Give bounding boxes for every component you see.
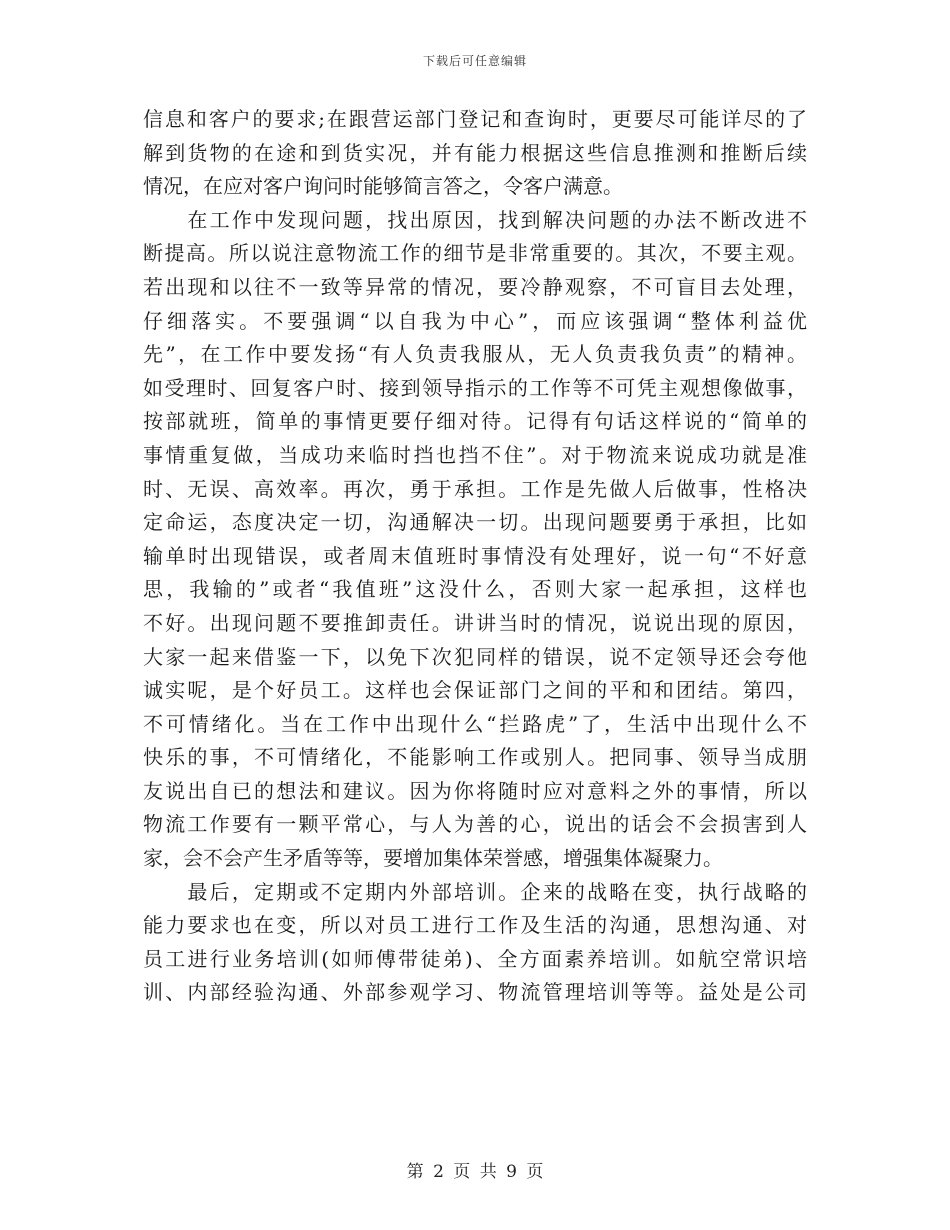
text-line: 快乐的事，不可情绪化，不能影响工作或别人。把同事、领导当成朋 [143,745,807,770]
text-line: 最后，定期或不定期内外部培训。企来的战略在变，执行战略的 [143,879,807,904]
text-line: 解到货物的在途和到货实况，并有能力根据这些信息推测和推断后续 [143,140,807,165]
text-line: 诚实呢，是个好员工。这样也会保证部门之间的平和和团结。第四， [143,678,807,703]
page-footer: 第 2 页 共 9 页 [406,1162,544,1182]
text-line: 大家一起来借鉴一下，以免下次犯同样的错误，说不定领导还会夸他 [143,644,807,669]
text-line: 按部就班，简单的事情更要仔细对待。记得有句话这样说的“简单的 [143,409,807,434]
text-line: 员工进行业务培训(如师傅带徒弟)、全方面素养培训。如航空常识培 [143,946,807,971]
page-header: 下载后可任意编辑 [422,54,527,68]
text-line: 不好。出现问题不要推卸责任。讲讲当时的情况，说说出现的原因， [143,610,807,635]
text-line: 输单时出现错误，或者周末值班时事情没有处理好，说一句“不好意 [143,543,807,568]
text-line: 仔细落实。不要强调“以自我为中心”，而应该强调“整体利益优 [143,308,807,333]
text-line: 先”，在工作中要发扬“有人负责我服从，无人负责我负责”的精神。 [143,342,807,367]
text-line: 时、无误、高效率。再次，勇于承担。工作是先做人后做事，性格决 [143,476,807,501]
text-line: 能力要求也在变，所以对员工进行工作及生活的沟通，思想沟通、对 [143,913,807,938]
text-line: 断提高。所以说注意物流工作的细节是非常重要的。其次，不要主观。 [143,241,807,266]
text-line: 在工作中发现问题，找出原因，找到解决问题的办法不断改进不 [143,207,807,232]
text-line: 定命运，态度决定一切，沟通解决一切。出现问题要勇于承担，比如 [143,510,807,535]
text-line: 若出现和以往不一致等异常的情况，要冷静观察，不可盲目去处理， [143,274,807,299]
text-line: 事情重复做，当成功来临时挡也挡不住”。对于物流来说成功就是准 [143,442,807,467]
body-text [143,103,807,1010]
text-line: 思，我输的”或者“我值班”这没什么，否则大家一起承担，这样也 [143,577,807,602]
text-line: 友说出自已的想法和建议。因为你将随时应对意料之外的事情，所以 [143,778,807,803]
text-line: 信息和客户的要求;在跟营运部门登记和查询时，更要尽可能详尽的了 [143,107,807,131]
text-line: 如受理时、回复客户时、接到领导指示的工作等不可凭主观想像做事， [143,375,807,400]
text-line: 不可情绪化。当在工作中出现什么“拦路虎”了，生活中出现什么不 [143,711,807,736]
text-line: 家，会不会产生矛盾等等，要增加集体荣誉感，增强集体凝聚力。 [143,846,723,871]
text-line: 情况，在应对客户询问时能够简言答之，令客户满意。 [143,174,623,199]
text-line: 物流工作要有一颗平常心，与人为善的心，说出的话会不会损害到人 [143,812,807,837]
text-line: 训、内部经验沟通、外部参观学习、物流管理培训等等。益处是公司 [143,980,807,1005]
